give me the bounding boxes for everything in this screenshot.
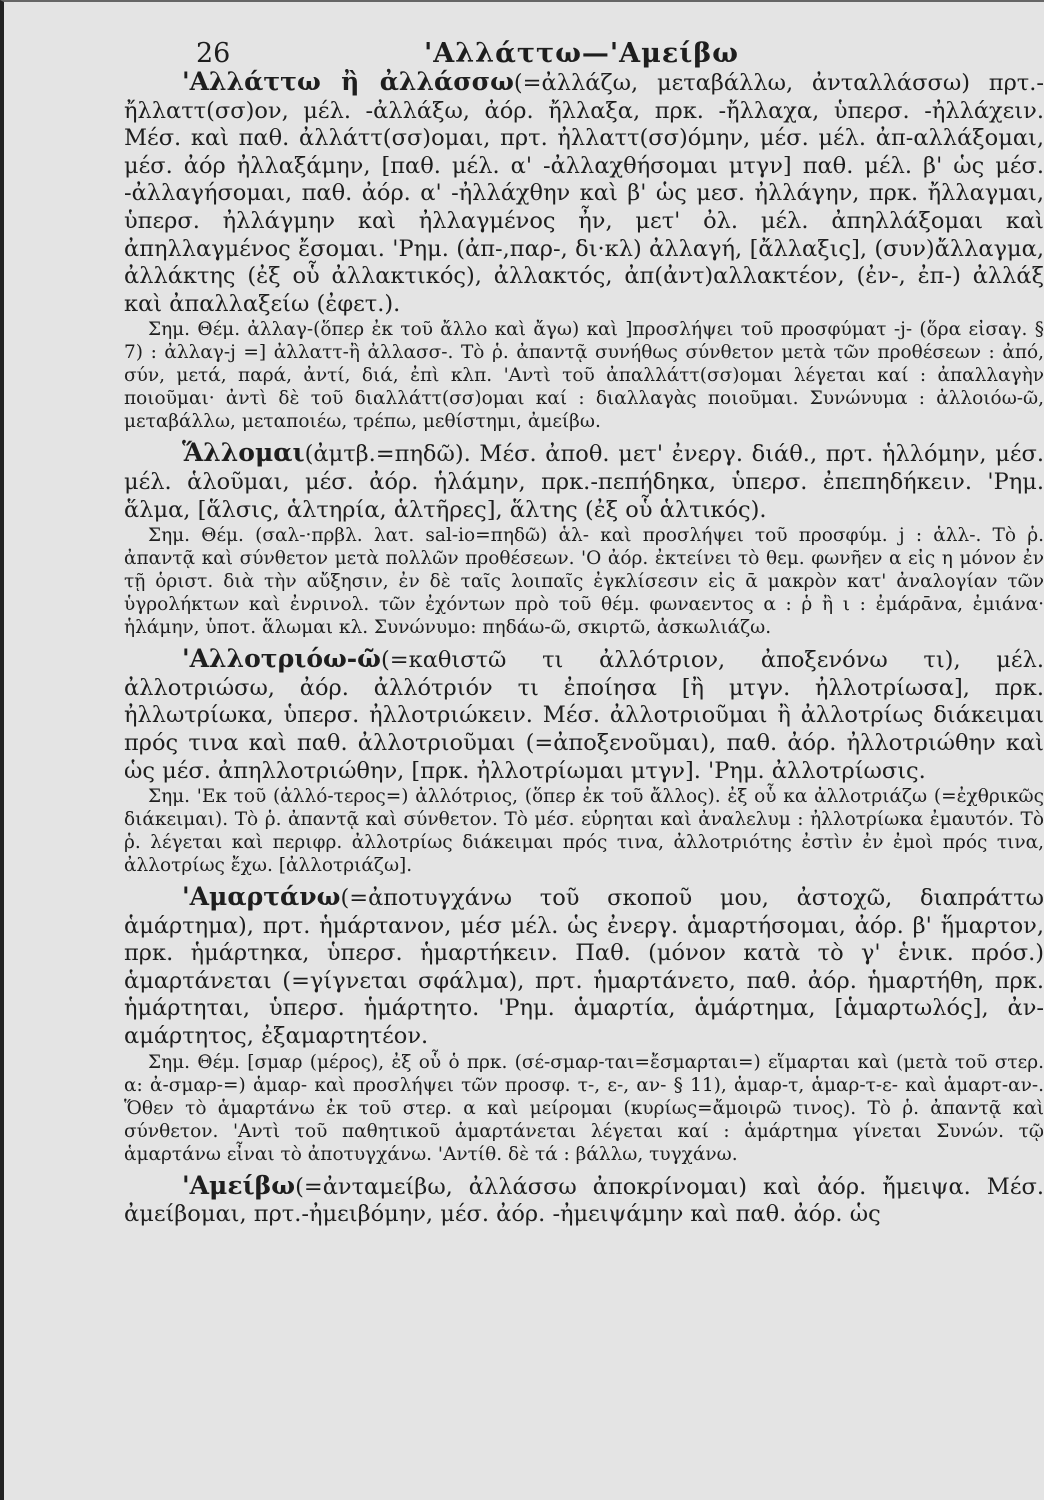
- entry-ameibo: [124, 1172, 1044, 1229]
- headword: 'Αλλοτριόω-ῶ: [182, 644, 381, 674]
- entry-note: Σημ. Θέμ. [σμαρ (μέρος), ἐξ οὗ ὁ πρκ. (σέ-σμαρ-ται=ἔσμαρται=) εἵμαρται καὶ (μετὰ τοῦ στερ. α: ἀ-σμαρ-=) ἁμαρ- καὶ προσλήψει τῶν προσφ. τ-, ε-, αν- § 11), ἁμαρ-τ, ἁμαρ-τ-ε- καὶ ἁμαρτ-αν-. Ὅθεν τὸ ἁμαρτάνω ἐκ τοῦ στερ. α καὶ μείρομαι (κυρίως=ἄμοιρῶ τινος). Τὸ ῥ. ἀπαντᾷ καὶ σύνθετον. 'Αντὶ τοῦ παθητικοῦ ἁμαρτάνεται λέγεται καί : ἁμάρτημα γίνεται Συνών. τῷ ἁμαρτάνω εἶναι τὸ ἀποτυγχάνω. 'Αντίθ. δὲ τά : βάλλω, τυγχάνω.: [124, 1051, 1044, 1165]
- headword: 'Αμείβω: [182, 1170, 296, 1200]
- entry-allomai: [124, 439, 1044, 639]
- running-title: 'Αλλάττω—'Αμείβω: [424, 38, 739, 69]
- entry-text: [124, 68, 1044, 318]
- entry-body: (=ἀνταμείβω, ἀλλάσσω ἀποκρίνομαι) καὶ ἀόρ. ἤμειψα. Μέσ. ἀμείβομαι, πρτ.-ἠμειβόμην, μέσ. ἀόρ. -ἠμειψάμην καὶ παθ. ἀόρ. ὡς: [124, 1173, 1044, 1228]
- page-number: 26: [196, 38, 231, 69]
- headword: Ἅλλομαι: [182, 438, 305, 468]
- entry-allotrioo: [124, 645, 1044, 877]
- entry-allatto: [124, 68, 1044, 433]
- entry-body: (=ἀλλάζω, μεταβάλλω, ἀνταλλάσσω) πρτ.-ἤλλαττ(σσ)ον, μέλ. -ἀλλάξω, ἀόρ. ἤλλαξα, πρκ. -ἤλλαχα, ὑπερσ. -ἠλλάχειν. Μέσ. καὶ παθ. ἀλλάττ(σσ)ομαι, πρτ. ἠλλαττ(σσ)όμην, μέσ. μέλ. ἀπ-αλλάξομαι, μέσ. ἀόρ ἠλλαξάμην, [παθ. μέλ. α' -ἀλλαχθήσομαι μτγν] παθ. μέλ. β' ὡς μέσ. -ἀλλαγήσομαι, παθ. ἀόρ. α' -ἠλλάχθην καὶ β' ὡς μεσ. ἠλλάγην, πρκ. ἤλλαγμαι, ὑπερσ. ἠλλάγμην καὶ ἠλλαγμένος ἦν, μετ' ὀλ. μέλ. ἀπηλλάξομαι καὶ ἀπηλλαγμένος ἔσομαι. 'Ρημ. (ἀπ-,παρ-, δι·κλ) ἀλλαγή, [ἄλλαξις], (συν)ἄλλαγμα, ἀλλάκτης (ἐξ οὗ ἀλλακτικός), ἀλλακτός, ἀπ(ἀντ)αλλακτέον, (ἐν-, ἐπ-) ἀλλάξ καὶ ἀπαλλαξείω (ἐφετ.).: [124, 70, 1044, 317]
- entry-body: (=καθιστῶ τι ἀλλότριον, ἀποξενόνω τι), μέλ. ἀλλοτριώσω, ἀόρ. ἀλλότριόν τι ἐποίησα [ἢ μτγν. ἠλλοτρίωσα], πρκ. ἠλλωτρίωκα, ὑπερσ. ἠλλοτριώκειν. Μέσ. ἀλλοτριοῦμαι ἢ ἀλλοτρίως διάκειμαι πρός τινα καὶ παθ. ἀλλοτριοῦμαι (=ἀποξενοῦμαι), παθ. ἀόρ. ἠλλοτριώθην καὶ ὡς μέσ. ἀπηλλοτριώθην, [πρκ. ἠλλοτρίωμαι μτγν]. 'Ρημ. ἀλλοτρίωσις.: [124, 647, 1044, 784]
- page-header: [124, 34, 1044, 68]
- entry-text: [124, 645, 1044, 785]
- entry-note: Σημ. Θέμ. ἀλλαγ-(ὅπερ ἐκ τοῦ ἄλλο καὶ ἄγω) καὶ ]προσλήψει τοῦ προσφύματ -j- (ὅρα εἰσαγ. § 7) : ἀλλαγ-j =] ἀλλαττ-ἢ ἀλλασσ-. Τὸ ῥ. ἀπαντᾷ συνήθως σύνθετον μετὰ τῶν προθέσεων : ἀπό, σύν, μετά, παρά, ἀντί, διά, ἐπὶ κλπ. 'Αντὶ τοῦ ἀπαλλάττ(σσ)ομαι λέγεται καί : ἀπαλλαγὴν ποιοῦμαι· ἀντὶ δὲ τοῦ διαλλάττ(σσ)ομαι καί : διαλλαγὰς ποιοῦμαι. Συνώνυμα : ἀλλοιόω-ῶ, μεταβάλλω, μεταποιέω, τρέπω, μεθίστημι, ἀμείβω.: [124, 319, 1044, 433]
- entry-amartano: [124, 883, 1044, 1166]
- entry-text: [124, 883, 1044, 1051]
- page-content: [124, 34, 1044, 1235]
- entry-text: [124, 439, 1044, 524]
- entry-note: Σημ. 'Εκ τοῦ (ἀλλό-τερος=) ἀλλότριος, (ὅπερ ἐκ τοῦ ἄλλος). ἐξ οὗ κα ἀλλοτριάζω (=ἐχθρικῶς διάκειμαι). Τὸ ῥ. ἀπαντᾷ καὶ σύνθετον. Τὸ μέσ. εὑρηται καὶ ἀναλελυμ : ἠλλοτρίωκα ἐμαυτόν. Τὸ ῥ. λέγεται καὶ περιφρ. ἀλλοτρίως διάκειμαι πρός τινα, ἀλλοτριότης ἐστὶν ἐν ἐμοὶ πρός τινα, ἀλλοτρίως ἔχω. [ἀλλοτριάζω].: [124, 786, 1044, 877]
- entry-body: (=ἀποτυγχάνω τοῦ σκοποῦ μου, ἀστοχῶ, διαπράττω ἁμάρτημα), πρτ. ἡμάρτανον, μέσ μέλ. ὡς ἐνεργ. ἁμαρτήσομαι, ἀόρ. β' ἥμαρτον, πρκ. ἡμάρτηκα, ὑπερσ. ἡμαρτήκειν. Παθ. (μόνον κατὰ τὸ γ' ἑνικ. πρόσ.) ἁμαρτάνεται (=γίγνεται σφάλμα), πρτ. ἡμαρτάνετο, παθ. ἀόρ. ἡμαρτήθη, πρκ. ἡμάρτηται, ὑπερσ. ἡμάρτητο. 'Ρημ. ἁμαρτία, ἁμάρτημα, [ἁμαρτωλός], ἀν-αμάρτητος, ἐξαμαρτητέον.: [124, 885, 1044, 1050]
- headword: 'Αμαρτάνω: [182, 882, 341, 912]
- entry-note: Σημ. Θέμ. (σαλ-·πρβλ. λατ. sal-io=πηδῶ) ἁλ- καὶ προσλήψει τοῦ προσφύμ. j : ἁλλ-. Τὸ ῥ. ἀπαντᾷ καὶ σύνθετον μετὰ πολλῶν προθέσεων. 'Ο ἀόρ. ἐκτείνει τὸ θεμ. φωνῆεν α εἰς η μόνον ἐν τῇ ὁριστ. διὰ τὴν αὔξησιν, ἐν δὲ ταῖς λοιπαῖς ἐγκλίσεσιν εἰς ᾱ μακρὸν κατ' ἀναλογίαν τῶν ὑγρολήκτων καὶ ἐνρινολ. τῶν ἐχόντων πρὸ τοῦ θέμ. φωναεντος α : ῥ ἢ ι : ἐμάρᾱνα, ἐμιάνα· ἡλάμην, ὑποτ. ἅλωμαι κλ. Συνώνυμο: πηδάω-ῶ, σκιρτῶ, ἀσκωλιάζω.: [124, 525, 1044, 639]
- entry-text: [124, 1172, 1044, 1229]
- headword: 'Αλλάττω ἢ ἀλλάσσω: [182, 67, 514, 96]
- entry-body: (ἀμτβ.=πηδῶ). Μέσ. ἀποθ. μετ' ἐνεργ. διάθ., πρτ. ἡλλόμην, μέσ. μέλ. ἁλοῦμαι, μέσ. ἀόρ. ἡλάμην, πρκ.-πεπήδηκα, ὑπερσ. ἐπεπηδήκειν. 'Ρημ. ἅλμα, [ἅλσις, ἁλτηρία, ἁλτῆρες], ἅλτης (ἐξ οὗ ἁλτικός).: [124, 441, 1044, 523]
